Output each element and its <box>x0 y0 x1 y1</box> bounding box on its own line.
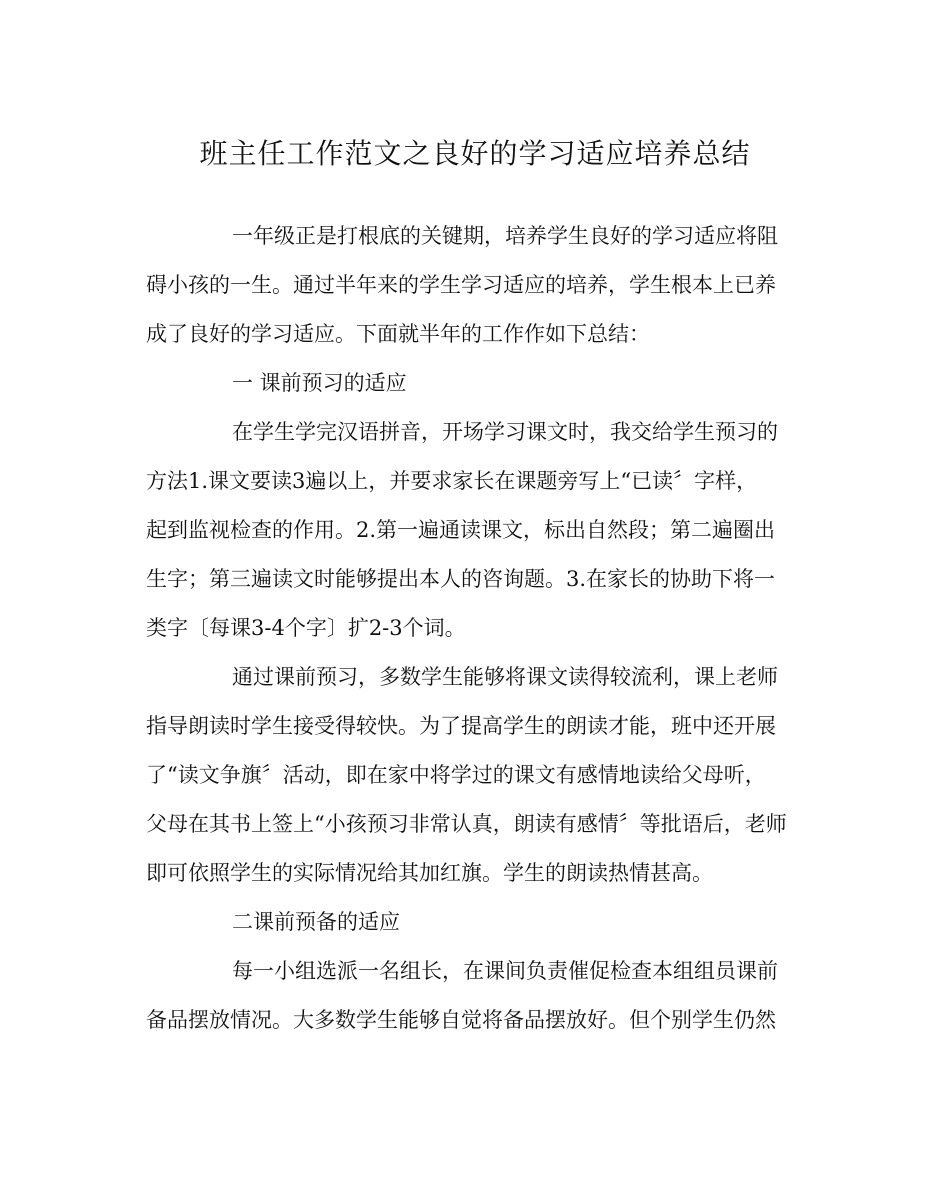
text-line: 二课前预备的适应 <box>232 910 400 934</box>
text-line: 一年级正是打根底的关键期，培养学生良好的学习适应将阻 <box>232 224 778 248</box>
text-line: 碍小孩的一生。通过半年来的学生学习适应的培养，学生根本上已养 <box>146 273 776 297</box>
text-line: 成了良好的学习适应。下面就半年的工作作如下总结： <box>146 322 650 346</box>
text-line: 备品摆放情况。大多数学生能够自觉将备品摆放好。但个别学生仍然 <box>146 1008 776 1032</box>
text-line: 了“读文争旗〞活动，即在家中将学过的课文有感情地读给父母听， <box>146 763 766 787</box>
text-line: 在学生学完汉语拼音，开场学习课文时，我交给学生预习的 <box>232 420 778 444</box>
text-line: 起到监视检查的作用。2.第一遍通读课文，标出自然段；第二遍圈出 <box>146 518 776 542</box>
text-line: 父母在其书上签上“小孩预习非常认真，朗读有感情〞等批语后，老师 <box>146 812 787 836</box>
text-line: 生字；第三遍读文时能够提出本人的咨询题。3.在家长的协助下将一 <box>146 567 776 591</box>
text-line: 每一小组选派一名组长，在课间负责催促检查本组组员课前 <box>232 959 778 983</box>
text-line: 即可依照学生的实际情况给其加红旗。学生的朗读热情甚高。 <box>146 861 713 885</box>
text-line: 方法1.课文要读3遍以上，并要求家长在课题旁写上“已读〞字样， <box>146 469 758 493</box>
text-line: 指导朗读时学生接受得较快。为了提高学生的朗读才能，班中还开展 <box>146 714 776 738</box>
text-line: 类字〔每课3-4个字〕扩2-3个词。 <box>146 616 466 640</box>
text-line: 通过课前预习，多数学生能够将课文读得较流利，课上老师 <box>232 665 778 689</box>
document-title: 班主任工作范文之良好的学习适应培养总结 <box>199 137 751 170</box>
document-body <box>146 212 806 1045</box>
text-line: 一 课前预习的适应 <box>232 371 407 395</box>
